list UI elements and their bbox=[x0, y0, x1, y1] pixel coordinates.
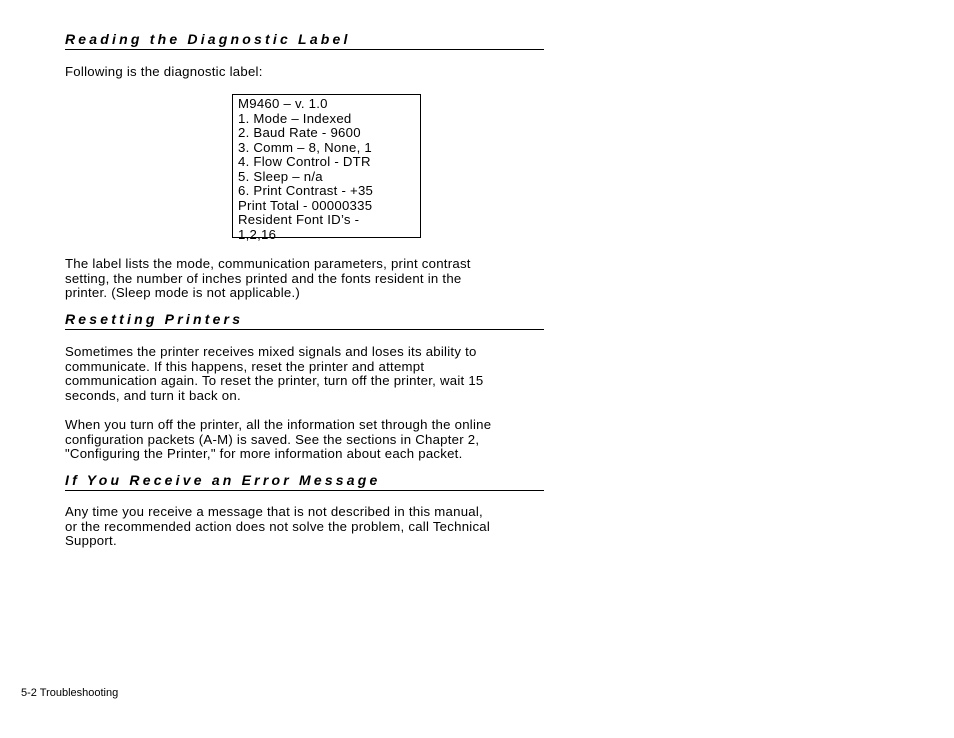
turn-off-paragraph bbox=[65, 418, 545, 462]
text-line: "Configuring the Printer," for more information about each packet. bbox=[65, 446, 463, 462]
label-line: 3. Comm – 8, None, 1 bbox=[238, 139, 373, 155]
intro-text bbox=[65, 65, 545, 80]
text-line: Sometimes the printer receives mixed signals and loses its ability to bbox=[65, 344, 477, 359]
label-line: 5. Sleep – n/a bbox=[238, 168, 323, 184]
text-line: seconds, and turn it back on. bbox=[65, 387, 241, 403]
label-line: 2. Baud Rate - 9600 bbox=[238, 125, 361, 140]
label-line: 1. Mode – Indexed bbox=[238, 110, 352, 126]
text-line: When you turn off the printer, all the information set through the online bbox=[65, 417, 492, 432]
text-line: printer. (Sleep mode is not applicable.) bbox=[65, 285, 301, 301]
text-line: The label lists the mode, communication parameters, print contrast bbox=[65, 256, 471, 271]
text-line: Following is the diagnostic label: bbox=[65, 64, 263, 79]
section-heading-resetting-printers: Resetting Printers bbox=[65, 311, 544, 330]
section-heading-error-message: If You Receive an Error Message bbox=[65, 472, 544, 491]
diagnostic-label-box bbox=[232, 94, 421, 242]
reset-paragraph bbox=[65, 345, 545, 403]
label-line: 4. Flow Control - DTR bbox=[238, 154, 371, 169]
text-line: setting, the number of inches printed and the fonts resident in the bbox=[65, 270, 462, 286]
text-line: configuration packets (A-M) is saved. See the sections in Chapter 2, bbox=[65, 431, 480, 447]
label-line: 1,2,16 bbox=[238, 226, 277, 242]
label-line: Print Total - 00000335 bbox=[238, 197, 373, 213]
error-message-paragraph bbox=[65, 505, 545, 549]
text-line: communication again. To reset the printer, turn off the printer, wait 15 bbox=[65, 373, 484, 389]
section-heading-diagnostic-label: Reading the Diagnostic Label bbox=[65, 31, 544, 50]
label-line: M9460 – v. 1.0 bbox=[238, 96, 328, 111]
label-description-paragraph bbox=[65, 257, 545, 301]
label-line: Resident Font ID’s - bbox=[238, 212, 360, 227]
page-footer: 5-2 Troubleshooting bbox=[21, 687, 119, 699]
text-line: or the recommended action does not solve the problem, call Technical bbox=[65, 518, 491, 534]
text-line: Any time you receive a message that is not described in this manual, bbox=[65, 504, 483, 519]
label-line: 6. Print Contrast - +35 bbox=[238, 183, 374, 198]
text-line: Support. bbox=[65, 533, 117, 549]
text-line: communicate. If this happens, reset the printer and attempt bbox=[65, 358, 425, 374]
